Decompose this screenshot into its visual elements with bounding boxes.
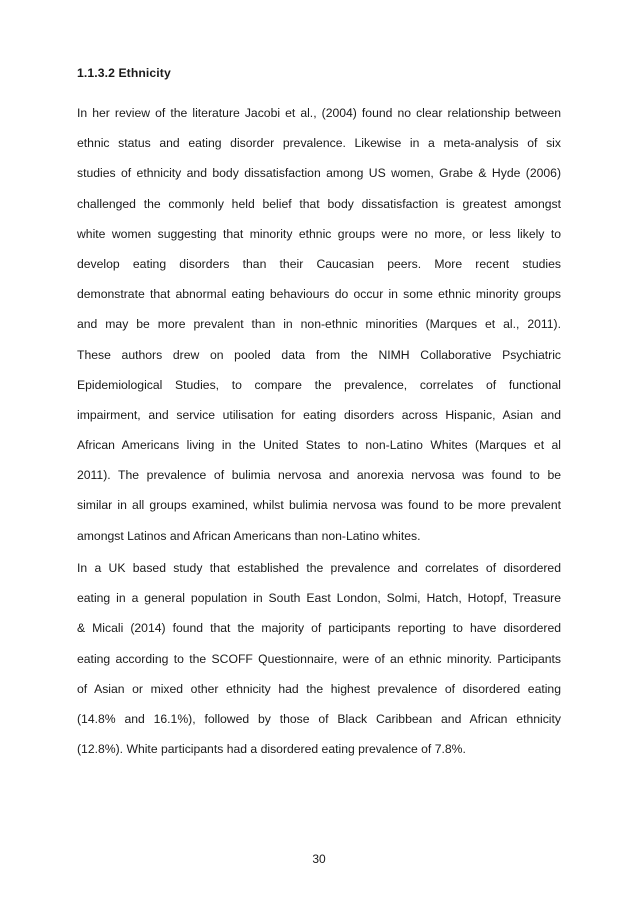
text-line: white women suggesting that minority ethnic groups were no more, or less likely to	[77, 226, 561, 241]
text-line: and may be more prevalent than in non-ethnic minorities (Marques et al., 2011).	[77, 317, 561, 332]
text-line: of Asian or mixed other ethnicity had the highest prevalence of disordered eating	[77, 681, 561, 696]
page-number: 30	[312, 852, 326, 866]
text-line: develop eating disorders than their Caucasian peers. More recent studies	[77, 256, 561, 271]
text-line: ethnic status and eating disorder prevalence. Likewise in a meta-analysis of six	[77, 136, 561, 151]
text-line: In a UK based study that established the prevalence and correlates of disordered	[77, 561, 561, 575]
text-line: eating according to the SCOFF Questionnaire, were of an ethnic minority. Participants	[77, 651, 561, 666]
text-line: (14.8% and 16.1%), followed by those of Black Caribbean and African ethnicity	[77, 711, 561, 726]
text-line: African Americans living in the United States to non-Latino Whites (Marques et al	[77, 438, 561, 453]
text-line: (12.8%). White participants had a disordered eating prevalence of 7.8%.	[77, 742, 466, 757]
paragraph-uk-study	[77, 553, 561, 764]
text-line: eating in a general population in South East London, Solmi, Hatch, Hotopf, Treasure	[77, 591, 561, 606]
text-line: These authors drew on pooled data from the NIMH Collaborative Psychiatric	[77, 347, 561, 362]
text-line: challenged the commonly held belief that body dissatisfaction is greatest amongst	[77, 196, 561, 211]
text-line: & Micali (2014) found that the majority of participants reporting to have disordered	[77, 621, 561, 636]
text-line: amongst Latinos and African Americans than non-Latino whites.	[77, 528, 421, 543]
text-line: In her review of the literature Jacobi et al., (2004) found no clear relationship between	[77, 106, 561, 120]
text-line: Epidemiological Studies, to compare the prevalence, correlates of functional	[77, 377, 561, 392]
paragraph-ethnicity-review	[77, 98, 561, 551]
text-line: demonstrate that abnormal eating behaviours do occur in some ethnic minority groups	[77, 287, 561, 302]
text-line: similar in all groups examined, whilst bulimia nervosa was found to be more prevalent	[77, 498, 561, 513]
text-line: 2011). The prevalence of bulimia nervosa and anorexia nervosa was found to be	[77, 468, 561, 483]
text-line: studies of ethnicity and body dissatisfaction among US women, Grabe & Hyde (2006)	[77, 166, 561, 181]
text-line: impairment, and service utilisation for eating disorders across Hispanic, Asian and	[77, 407, 561, 422]
section-heading: 1.1.3.2 Ethnicity	[77, 66, 171, 80]
